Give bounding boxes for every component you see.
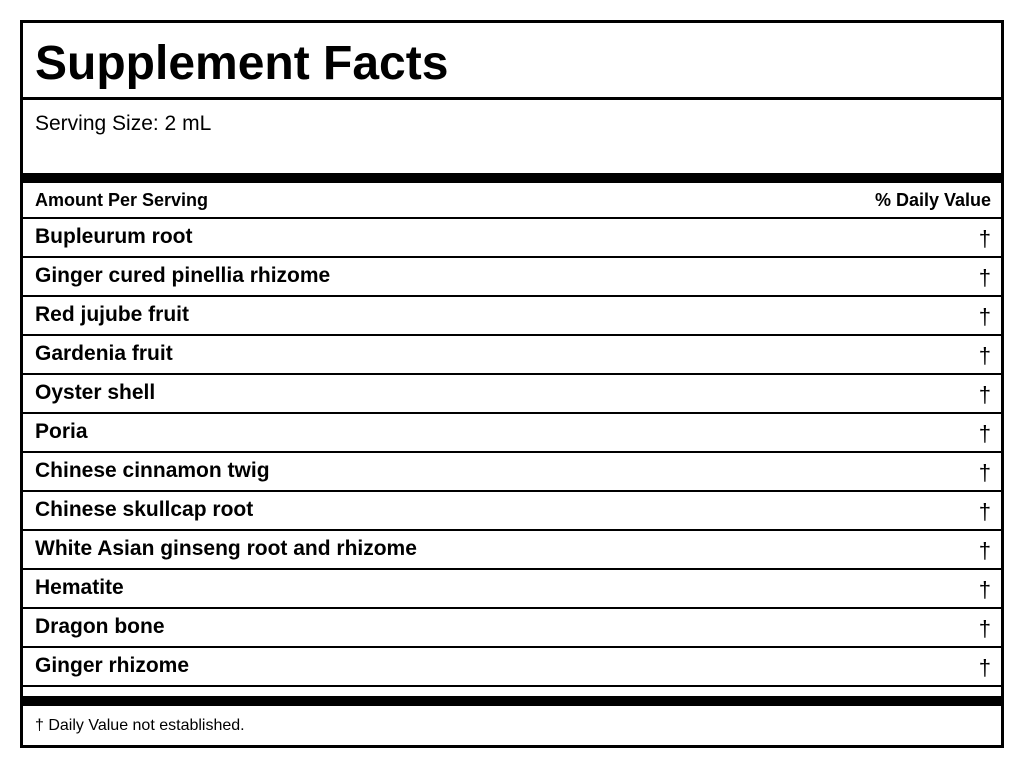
daily-value-dagger: †	[978, 616, 991, 641]
ingredient-row	[23, 256, 1001, 295]
ingredient-name: Gardenia fruit	[35, 342, 173, 365]
ingredient-row	[23, 607, 1001, 646]
daily-value-header: % Daily Value	[874, 190, 991, 210]
ingredient-name: Ginger rhizome	[35, 654, 190, 677]
panel-title: Supplement Facts	[35, 37, 449, 90]
daily-value-dagger: †	[978, 577, 991, 602]
daily-value-dagger: †	[978, 538, 991, 563]
ingredient-row	[23, 490, 1001, 529]
daily-value-dagger: †	[978, 655, 991, 680]
footnote: † Daily Value not established.	[35, 717, 245, 734]
ingredient-name: Chinese cinnamon twig	[35, 459, 270, 482]
ingredient-name: Bupleurum root	[35, 225, 193, 248]
daily-value-dagger: †	[978, 382, 991, 407]
ingredient-row	[23, 646, 1001, 685]
ingredient-name: White Asian ginseng root and rhizome	[35, 537, 417, 560]
daily-value-dagger: †	[978, 265, 991, 290]
supplement-facts-panel	[20, 20, 1004, 748]
amount-per-serving-header: Amount Per Serving	[35, 190, 209, 210]
ingredient-name: Ginger cured pinellia rhizome	[35, 264, 331, 287]
daily-value-dagger: †	[978, 343, 991, 368]
thick-divider-top	[23, 173, 1001, 183]
ingredient-name: Chinese skullcap root	[35, 498, 254, 521]
daily-value-dagger: †	[978, 304, 991, 329]
ingredient-list	[23, 217, 1001, 687]
ingredient-name: Poria	[35, 420, 88, 443]
ingredient-row	[23, 412, 1001, 451]
ingredient-row	[23, 529, 1001, 568]
row-divider	[23, 685, 1001, 687]
ingredient-row	[23, 568, 1001, 607]
ingredient-row	[23, 451, 1001, 490]
ingredient-row	[23, 334, 1001, 373]
daily-value-dagger: †	[978, 226, 991, 251]
title-divider	[23, 97, 1001, 100]
ingredient-name: Dragon bone	[35, 615, 165, 638]
thick-divider-bottom	[23, 696, 1001, 706]
daily-value-dagger: †	[978, 460, 991, 485]
ingredient-name: Red jujube fruit	[35, 303, 189, 326]
ingredient-name: Hematite	[35, 576, 124, 599]
ingredient-row	[23, 295, 1001, 334]
ingredient-name: Oyster shell	[35, 381, 156, 404]
ingredient-row	[23, 217, 1001, 256]
daily-value-dagger: †	[978, 421, 991, 446]
ingredient-row	[23, 373, 1001, 412]
serving-size: Serving Size: 2 mL	[35, 112, 212, 135]
daily-value-dagger: †	[978, 499, 991, 524]
